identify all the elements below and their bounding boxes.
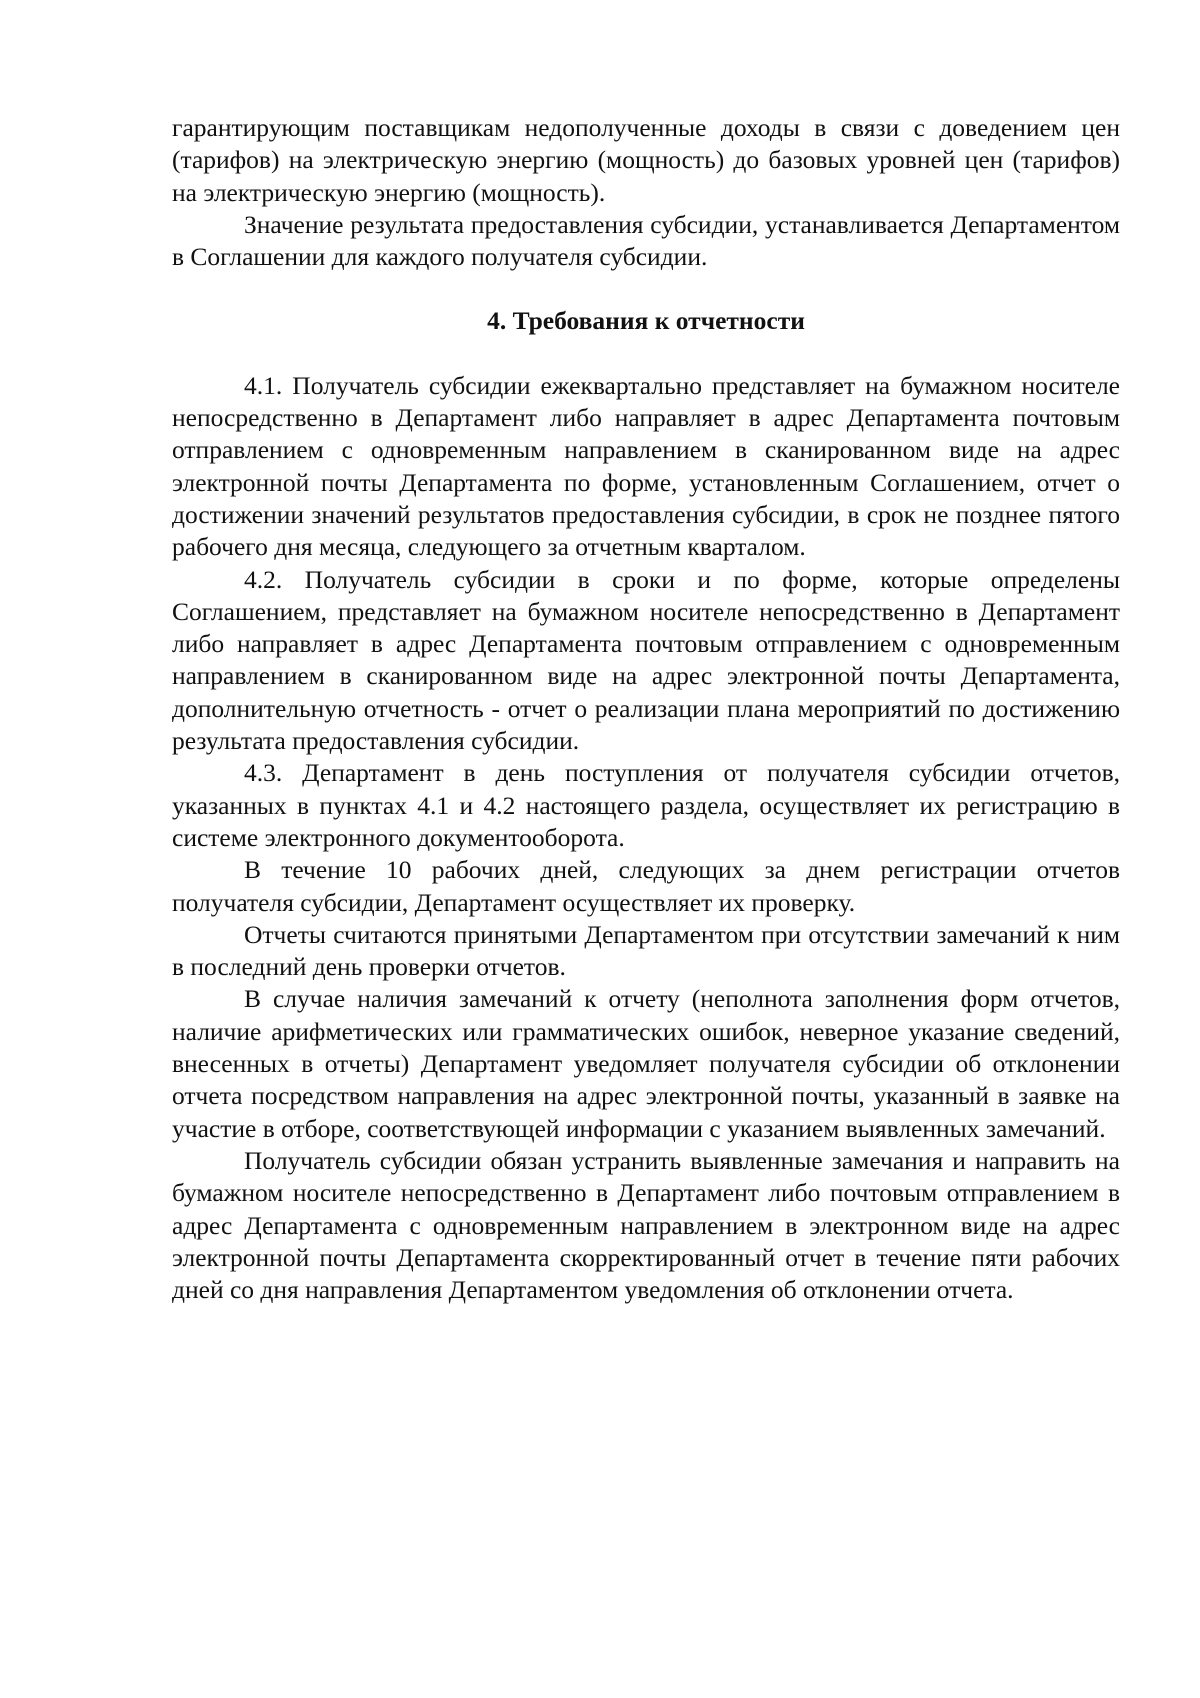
spacer <box>172 273 1120 305</box>
document-body <box>172 112 1120 1306</box>
paragraph-4-3: 4.3. Департамент в день поступления от получателя субсидии отчетов, указанных в пунктах 4.1 и 4.2 настоящего раздела, осуществляет их регистрацию в системе электронного документооборота. <box>172 758 1120 852</box>
paragraph-result-value: Значение результата предоставления субсидии, устанавливается Департаментом в Соглашении для каждого получателя субсидии. <box>172 209 1120 272</box>
paragraph-4-2: 4.2. Получатель субсидии в сроки и по форме, которые определены Соглашением, представляет на бумажном носителе непосредственно в Департамент либо направляет в адрес Департамента почтовым отправлением с одновременным направлением в сканированном виде на адрес электронной почты Департамента, дополнительную отчетность - отчет о реализации плана мероприятий по достижению результата предоставления субсидии. <box>172 564 1120 756</box>
spacer <box>172 338 1120 370</box>
paragraph-correction: Получатель субсидии обязан устранить выявленные замечания и направить на бумажном носителе непосредственно в Департамент либо почтовым отправлением в адрес Департамента с одновременным направлением в электронном виде на адрес электронной почты Департамента скорректированный отчет в течение пяти рабочих дней со дня направления Департаментом уведомления об отклонении отчета. <box>172 1145 1120 1305</box>
paragraph-continued: гарантирующим поставщикам недополученные доходы в связи с доведением цен (тарифов) на электрическую энергию (мощность) до базовых уровней цен (тарифов) на электрическую энергию (мощность). <box>172 113 1120 207</box>
paragraph-acceptance: Отчеты считаются принятыми Департаментом при отсутствии замечаний к ним в последний день проверки отчетов. <box>172 919 1120 982</box>
section-heading: 4. Требования к отчетности <box>487 306 805 336</box>
paragraph-review-period: В течение 10 рабочих дней, следующих за днем регистрации отчетов получателя субсидии, Департамент осуществляет их проверку. <box>172 855 1120 917</box>
paragraph-4-1: 4.1. Получатель субсидии ежеквартально представляет на бумажном носителе непосредственно в Департамент либо направляет в адрес Департамента почтовым отправлением с одновременным направлением в сканированном виде на адрес электронной почты Департамента по форме, установленным Соглашением, отчет о достижении значений результатов предоставления субсидии, в срок не позднее пятого рабочего дня месяца, следующего за отчетным кварталом. <box>172 370 1120 562</box>
paragraph-remarks: В случае наличия замечаний к отчету (неполнота заполнения форм отчетов, наличие арифметических или грамматических ошибок, неверное указание сведений, внесенных в отчеты) Департамент уведомляет получателя субсидии об отклонении отчета посредством направления на адрес электронной почты, указанный в заявке на участие в отборе, соответствующей информации с указанием выявленных замечаний. <box>172 984 1120 1143</box>
